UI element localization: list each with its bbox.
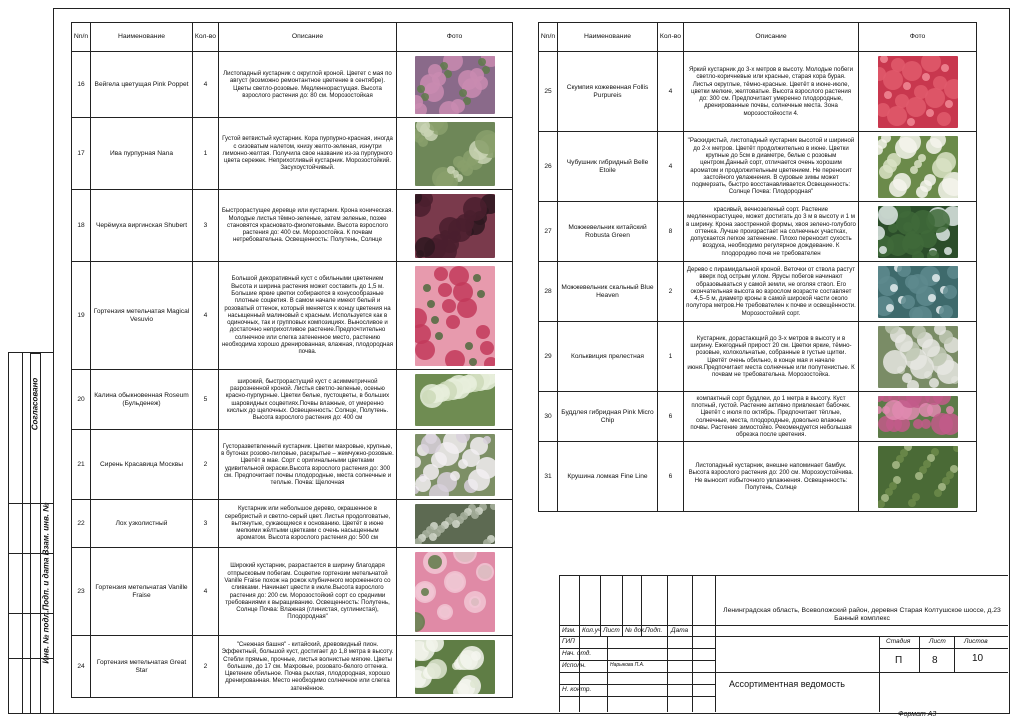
- photo-cell: [397, 370, 513, 430]
- photo-lilac: [415, 434, 495, 496]
- photo-hydrangea-vanille: [415, 552, 495, 632]
- table-row: [539, 52, 977, 132]
- plant-name: Гортензия метельчатая Magical Vesuvio: [91, 262, 193, 370]
- plant-name: Ива пурпурная Nana: [91, 118, 193, 190]
- plant-quantity: 2: [658, 262, 684, 322]
- photo-willow: [415, 122, 495, 186]
- photo-kolkwitzia: [878, 326, 958, 388]
- photo-cell: [397, 118, 513, 190]
- photo-elaeagnus: [415, 504, 495, 544]
- side-stamp-label-1: Согласовано: [30, 377, 40, 431]
- row-number: 31: [539, 442, 558, 512]
- row-number: 20: [72, 370, 91, 430]
- tb-col-podp: Подп.: [645, 627, 663, 634]
- tb-stage-label: Стадия: [886, 638, 911, 645]
- side-stamp-label-4: Инв. № подл.: [41, 609, 51, 664]
- plant-description: Кустарник или небольшое дерево, окрашенное в серебристый и светло-серый цвет. Листья продолговатые, вытянутые, сужающиеся к основанию. Цветёт в июне мелкими жёлтыми цветками с очень насыщенным ароматом. Высота взрослого растения до: 500 см: [219, 500, 397, 548]
- plant-description: Широкий кустарник, разрастается в ширину благодаря отпрысковым побегам. Соцветие гортензии метельчатой Vanille Fraise похож на рожок клубничного мороженного со сливками. Начинает цвести в июле.Высота взрослого растения до: 200 см. Морозостойкий сорт со средними требованиями к выращиванию. Освещенность: Полутень, Солнце Почва: Влажная (глинистая, суглинистая), Плодородная": [219, 548, 397, 636]
- plant-description: Густой ветвистый кустарник. Кора пурпурно-красная, иногда с сизоватым налетом, книзу желто-зеленая, изнутри лимонно-желтая. Получила свое название из-за пурпурного цвета сережек. Неприхотливый кустарник. Морозостойкий. Засухоустойчивый.: [219, 118, 397, 190]
- plant-name: Сирень Красавица Москвы: [91, 430, 193, 500]
- plant-name: Чубушник гибридный Belle Etoile: [558, 132, 658, 202]
- photo-hydrangea-vesuvio: [415, 266, 495, 366]
- table-row: [72, 52, 513, 118]
- table-row: [72, 548, 513, 636]
- title-block: [559, 575, 1008, 712]
- plant-description: Дерево с пирамидальной кроной. Веточки от ствола растут вверх под острым углом. Ярусы побегов начинают образовываться у самой земли, не оголяя ствол. Его окончательная высота во взрослом возрасте составляет 4,5–5 м, диаметр кроны в самой широкой части около полутора метров.Не требователен к почве и освещённости. Морозостойкий сорт.: [684, 262, 859, 322]
- row-number: 26: [539, 132, 558, 202]
- plant-name: Лох узколистный: [91, 500, 193, 548]
- plant-name: Можжевельник скальный Blue Heaven: [558, 262, 658, 322]
- photo-cell: [859, 322, 977, 392]
- tb-role-ispoln: Исполн.: [562, 662, 586, 669]
- side-stamp: [8, 352, 53, 714]
- plant-quantity: 2: [193, 430, 219, 500]
- plant-quantity: 3: [193, 500, 219, 548]
- plant-name: Калина обыкновенная Roseum (Бульденеж): [91, 370, 193, 430]
- tb-col-izm: Изм.: [562, 627, 576, 634]
- table-row: [72, 118, 513, 190]
- tb-role-gip: ГИП: [562, 638, 575, 645]
- header-qty: Кол-во: [193, 23, 219, 52]
- tb-col-ndok: № док.: [625, 627, 646, 634]
- header-name: Наименование: [558, 23, 658, 52]
- photo-cell: [397, 636, 513, 698]
- plant-name: Скумпия кожевенная Follis Purpureis: [558, 52, 658, 132]
- plant-name: Крушина ломкая Fine Line: [558, 442, 658, 512]
- photo-cell: [859, 132, 977, 202]
- header-qty: Кол-во: [658, 23, 684, 52]
- plant-description: Листопадный кустарник с округлой кроной. Цветет с мая по август (возможно ремонтантное цветение в сентябре). Цветы светло-розовые. Медленнорастущая. Высота взрослого растения до: 80 см. Морозостойкая: [219, 52, 397, 118]
- plant-quantity: 6: [658, 442, 684, 512]
- plant-quantity: 4: [193, 262, 219, 370]
- header-description: Описание: [684, 23, 859, 52]
- plant-name: Гортензия метельчатая Great Star: [91, 636, 193, 698]
- plant-name: Вейгела цветущая Pink Poppet: [91, 52, 193, 118]
- side-stamp-label-2: Взам. инв. №: [41, 502, 51, 556]
- header-photo: Фото: [397, 23, 513, 52]
- header-num: Nn/n: [539, 23, 558, 52]
- tb-sheet-value: 8: [932, 655, 938, 666]
- row-number: 23: [72, 548, 91, 636]
- photo-cell: [397, 190, 513, 262]
- table-row: [72, 370, 513, 430]
- table-header-row: [72, 23, 513, 52]
- photo-cherry: [415, 194, 495, 258]
- tb-col-list: Лист: [603, 627, 620, 634]
- row-number: 16: [72, 52, 91, 118]
- table-row: [72, 636, 513, 698]
- row-number: 22: [72, 500, 91, 548]
- plant-quantity: 6: [658, 392, 684, 442]
- plant-description: красивый, вечнозеленый сорт. Растение медленнорастущее, может достигать до 3 м в высоту и 1 м в ширину. Крона заостренной формы, хвоя зелено-голубого оттенка. Лучше произрастает на солнечных участках, допускается легкое затенение. Плохо переносит сухость воздуха, необходимо регулярное дождевание. К плодородию почв не требователен: [684, 202, 859, 262]
- plant-quantity: 4: [193, 548, 219, 636]
- row-number: 24: [72, 636, 91, 698]
- table-row: [539, 442, 977, 512]
- table-row: [72, 430, 513, 500]
- photo-great-star: [415, 640, 495, 694]
- row-number: 29: [539, 322, 558, 392]
- plant-description: компактный сорт буддлеи, до 1 метра в высоту. Куст плотный, густой. Растение активно привлекает бабочек. Цветёт с июля по октябрь. Предпочитает тёплые, солнечные, места, плодородные, довольно влажные почвы. Растение зимостойко. Рекомендуется небольшая обрезка после цветения.: [684, 392, 859, 442]
- plant-name: Буддлея гибридная Pink Micro Chip: [558, 392, 658, 442]
- row-number: 18: [72, 190, 91, 262]
- tb-role-nach: Нач. отд.: [562, 650, 592, 657]
- photo-buddleja: [878, 396, 958, 438]
- photo-cell: [397, 548, 513, 636]
- side-stamp-label-3: Подп. и дата: [41, 557, 51, 611]
- tb-sheet-label: Лист: [929, 638, 946, 645]
- tb-document-title: Ассортиментная ведомость: [729, 679, 845, 689]
- plant-description: Кустарник, дорастающий до 3-х метров в высоту и в ширину. Ежегодный прирост 20 см. Цветки яркие, тёмно-розовые, колокольчатые, собранные в густые щитки. Цветёт очень обильно, в конце мая и начале июня.Предпочитает места солнечные или полутенистые. К почвам не требовательна. Морозостойка.: [684, 322, 859, 392]
- photo-viburnum: [415, 374, 495, 426]
- table-row: [539, 132, 977, 202]
- plant-description: "Раскидистый, листопадный кустарник высотой и шириной до 2-х метров. Цветёт продолжительно в июне. Цветки крупные до 5см в диаметре, белые с розовым центром.Данный сорт, отличается очень хорошим ароматом и продолжительным цветением. Не переносит застойного увлажнения. В суровые зимы может подмерзать, быстро восстанавливается.Освещенность: Солнце Почва: Плодородная": [684, 132, 859, 202]
- tb-role-nkontr: Н. контр.: [562, 686, 592, 693]
- photo-frangula: [878, 446, 958, 508]
- photo-cell: [859, 202, 977, 262]
- plant-description: Листопадный кустарник, внешне напоминает бамбук. Высота взрослого растения до: 200 см. Морозоустойчива. Не выносит избыточного увлажнения. Освещенность: Полутень, Солнце: [684, 442, 859, 512]
- row-number: 19: [72, 262, 91, 370]
- plant-table-right: [538, 22, 977, 512]
- plant-description: Яркий кустарник до 3-х метров в высоту. Молодые побеги светло-коричневые или красные, старая кора бурая. Листья округлые, тёмно-красные. Цветёт в июне-июле, цветки мелкие, желтоватые. Высота взрослого растения до: 300 см. Предпочитает умеренно плодородные, дренированные почвы, солнечные места. Зона морозостойкости 4.: [684, 52, 859, 132]
- plant-quantity: 1: [658, 322, 684, 392]
- plant-quantity: 4: [193, 52, 219, 118]
- plant-quantity: 4: [658, 132, 684, 202]
- plant-name: Гортензия метельчатая Vanille Fraise: [91, 548, 193, 636]
- photo-cell: [859, 52, 977, 132]
- plant-table-left: [71, 22, 513, 698]
- table-row: [539, 202, 977, 262]
- header-name: Наименование: [91, 23, 193, 52]
- tb-sheets-value: 10: [972, 653, 984, 664]
- photo-juniper-robusta: [878, 206, 958, 258]
- header-description: Описание: [219, 23, 397, 52]
- photo-cotinus: [878, 56, 958, 128]
- tb-executor-name: Нарыкова П.А.: [610, 662, 645, 668]
- plant-quantity: 2: [193, 636, 219, 698]
- plant-description: широкий, быстрорастущий куст с асимметричной разрозненной кроной. Листья светло-зеленые, осенью красно-пурпурные. Цветки белые, пустоцветы, в больших шаровидных соцветиях.Почвы влажные, от умеренно кислых до щелочных. Освещенность: Солнце, Полутень. Высота взрослого растения до: 400 см: [219, 370, 397, 430]
- table-row: [72, 500, 513, 548]
- table-row: [539, 392, 977, 442]
- row-number: 17: [72, 118, 91, 190]
- photo-cell: [859, 392, 977, 442]
- photo-cell: [397, 500, 513, 548]
- plant-description: Быстрорастущее деревце или кустарник. Крона коническая. Молодые листья тёмно-зеленые, затем зеленые, позже становятся красновато-фиолетовыми. Высота взрослого растения до: 400 см. Морозостойка. К почвам нетребовательна. Освещенность: Полутень, Солнце: [219, 190, 397, 262]
- plant-quantity: 4: [658, 52, 684, 132]
- plant-name: Можжевельник китайский Robusta Green: [558, 202, 658, 262]
- plant-quantity: 1: [193, 118, 219, 190]
- table-row: [539, 322, 977, 392]
- table-row: [72, 262, 513, 370]
- plant-quantity: 5: [193, 370, 219, 430]
- photo-cell: [397, 262, 513, 370]
- photo-cell: [859, 262, 977, 322]
- photo-juniper-blue: [878, 266, 958, 318]
- tb-sheets-label: Листов: [964, 638, 988, 645]
- table-row: [72, 190, 513, 262]
- plant-quantity: 3: [193, 190, 219, 262]
- photo-philadelphus: [878, 136, 958, 198]
- tb-stage-value: П: [895, 655, 903, 666]
- row-number: 25: [539, 52, 558, 132]
- photo-cell: [397, 52, 513, 118]
- row-number: 21: [72, 430, 91, 500]
- plant-name: Черёмуха виргинская Shubert: [91, 190, 193, 262]
- photo-weigela: [415, 56, 495, 114]
- photo-cell: [859, 442, 977, 512]
- row-number: 28: [539, 262, 558, 322]
- table-header-row: [539, 23, 977, 52]
- plant-quantity: 8: [658, 202, 684, 262]
- row-number: 27: [539, 202, 558, 262]
- header-num: Nn/n: [72, 23, 91, 52]
- tb-col-date: Дата: [671, 627, 689, 634]
- plant-name: Кольквиция прелестная: [558, 322, 658, 392]
- plant-description: "Снежная башня" - китайский, древовидный пион. Эффектный, большой куст, достигает до 1,8 метра в высоту. Стебли прямые, прочные, листья волнистые мягкие. Цветы большие, до 17 см. Махровые, розовато-белого оттенка. Цветение обильное. Почва рыхлая, плодородная, хорошо дренированная. Место необходимо солнечное или слегка затенённое.: [219, 636, 397, 698]
- plant-description: Густоразветвленный кустарник. Цветки махровые, крупные, в бутонах розово-лиловые, раскрытые – жемчужно-розовые. Цветёт в мае. Сорт с оригинальными цветками удивительной окраски.Высота взрослого растения до: 300 см. Предпочитает почвы плодородные, места солнечные и теплые. Почва: Щелочная: [219, 430, 397, 500]
- row-number: 30: [539, 392, 558, 442]
- plant-description: Большой декоративный куст с обильными цветением Высота и ширина растения может составить до 1,5 м. Большие яркие цветки собираются в конусообразные плотные соцветия. В самом начале имеют белый и розоватый оттенок, который меняется к концу цветения на насыщенный малиновый с красным. Используется как в одиночных, так и групповых композициях. Выносливое и достаточно неприхотливое растение.Предпочтительно солнечное или слегка затененное место, растению необходима хорошо дренированная, влажная, плодородная почва.: [219, 262, 397, 370]
- tb-col-koluch: Кол.уч: [582, 627, 602, 634]
- photo-cell: [397, 430, 513, 500]
- sheet-format: Формат А3: [898, 711, 937, 718]
- table-row: [539, 262, 977, 322]
- header-photo: Фото: [859, 23, 977, 52]
- tb-address: Ленинградская область, Всеволожский район, деревня Старая Колтушское шоссе, д.23 Банный комплекс: [723, 607, 1001, 623]
